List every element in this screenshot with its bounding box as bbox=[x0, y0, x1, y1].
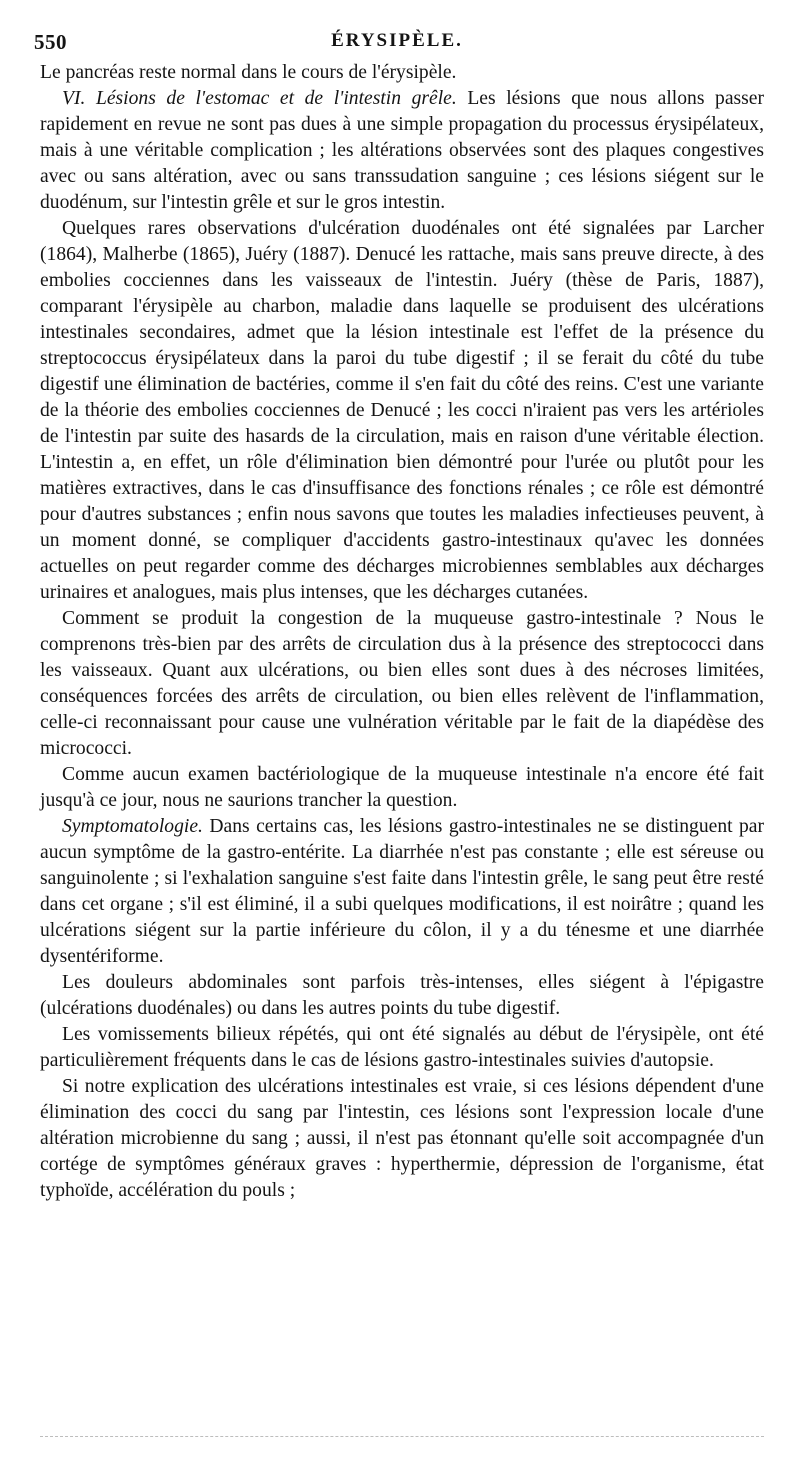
paragraph bbox=[40, 606, 764, 762]
page-header bbox=[34, 30, 760, 58]
paragraph-text: Les lésions que nous allons passer rapidement en revue ne sont pas dues à une simple propagation du processus érysipélateux, mais à une véritable complication ; les altérations observées sont des plaques congestives avec ou sans altération, avec ou sans transsudation sanguine ; ces lésions siégent sur le duodénum, sur l'intestin grêle et sur le gros intestin. bbox=[40, 88, 764, 213]
section-heading: VI. Lésions de l'estomac et de l'intestin grêle. bbox=[62, 88, 457, 109]
paragraph-text: Le pancréas reste normal dans le cours de l'érysipèle. bbox=[40, 62, 457, 83]
running-title: ÉRYSIPÈLE. bbox=[331, 30, 463, 51]
paragraph bbox=[40, 814, 764, 970]
paragraph-text: Les vomissements bilieux répétés, qui ont été signalés au début de l'érysipèle, ont été particulièrement fréquents dans le cas de lésions gastro-intestinales suivies d'autopsie. bbox=[40, 1024, 764, 1071]
paragraph bbox=[40, 1074, 764, 1204]
paragraph-text: Dans certains cas, les lésions gastro-intestinales ne se distinguent par aucun symptôme de la gastro-entérite. La diarrhée n'est pas constante ; elle est séreuse ou sanguinolente ; si l'exhalation sanguine s'est faite dans l'intestin grêle, le sang peut être resté dans cet organe ; s'il est éliminé, il a subi quelques modifications, il est noirâtre ; quand les ulcérations siégent sur la partie inférieure du côlon, il y a du ténesme et une diarrhée dysentériforme. bbox=[40, 816, 764, 967]
paragraph-text: Si notre explication des ulcérations intestinales est vraie, si ces lésions dépendent d'une élimination des cocci du sang par l'intestin, ces lésions sont l'expression locale d'une altération microbienne du sang ; aussi, il n'est pas étonnant qu'elle soit accompagnée d'un cortége de symptômes généraux graves : hyperthermie, dépression de l'organisme, état typhoïde, accélération du pouls ; bbox=[40, 1076, 764, 1201]
paragraph bbox=[40, 60, 764, 86]
paragraph bbox=[40, 216, 764, 606]
paragraph-text: Les douleurs abdominales sont parfois très-intenses, elles siégent à l'épigastre (ulcérations duodénales) ou dans les autres points du tube digestif. bbox=[40, 972, 764, 1019]
body-text bbox=[40, 60, 764, 1204]
page-number: 550 bbox=[34, 30, 67, 54]
paragraph bbox=[40, 762, 764, 814]
paragraph bbox=[40, 1022, 764, 1074]
section-heading: Symptomatologie. bbox=[62, 816, 203, 837]
paragraph bbox=[40, 86, 764, 216]
paragraph bbox=[40, 970, 764, 1022]
footer-rule bbox=[40, 1436, 764, 1437]
paragraph-text: Quelques rares observations d'ulcération duodénales ont été signalées par Larcher (1864), Malherbe (1865), Juéry (1887). Denucé les rattache, mais sans preuve directe, à des embolies cocciennes dans les vaisseaux de l'intestin. Juéry (thèse de Paris, 1887), comparant l'érysipèle au charbon, maladie dans laquelle se produisent des ulcérations intestinales secondaires, admet que la lésion intestinale est l'effet de la présence du streptococcus érysipélateux dans la paroi du tube digestif ; il se ferait du côté du tube digestif une élimination de bactéries, comme il s'en fait du côté des reins. C'est une variante de la théorie des embolies cocciennes de Denucé ; les cocci n'iraient pas vers les artérioles de l'intestin par suite des hasards de la circulation, mais en raison d'une véritable élection. L'intestin a, en effet, un rôle d'élimination bien démontré pour l'urée ou plutôt pour les matières extractives, dans le cas d'insuffisance des fonctions rénales ; ce rôle est démontré pour d'autres substances ; enfin nous savons que toutes les maladies infectieuses peuvent, à un moment donné, se compliquer d'accidents gastro-intestinaux qu'avec les données actuelles on peut regarder comme des décharges microbiennes semblables aux décharges urinaires et analogues, mais plus intenses, que les décharges cutanées. bbox=[40, 218, 764, 603]
paragraph-text: Comment se produit la congestion de la muqueuse gastro-intestinale ? Nous le comprenons très-bien par des arrêts de circulation dus à la présence des streptococci dans les vaisseaux. Quant aux ulcérations, ou bien elles sont dues à des nécroses limitées, conséquences forcées des arrêts de circulation, ou bien elles relèvent de l'inflammation, celle-ci reconnaissant pour cause une vulnération véritable par le fait de la diapédèse des micrococci. bbox=[40, 608, 764, 759]
paragraph-text: Comme aucun examen bactériologique de la muqueuse intestinale n'a encore été fait jusqu'à ce jour, nous ne saurions trancher la question. bbox=[40, 764, 764, 811]
